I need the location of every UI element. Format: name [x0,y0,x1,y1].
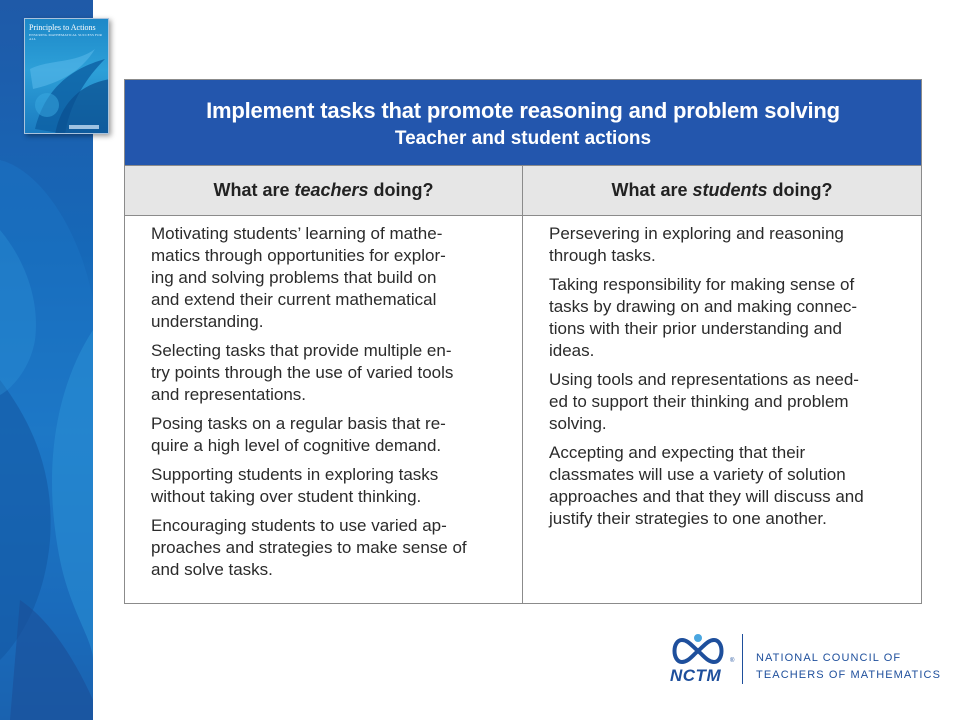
student-action-item: Accepting and expecting that their classmates will use a variety of solution approaches and that they will discuss and justify their strategies to one another. [549,443,864,528]
column-divider [522,165,523,603]
nctm-acronym: NCTM [670,666,722,685]
students-column-header [523,166,921,215]
table-header [125,80,921,165]
student-actions-column [549,216,899,530]
book-subtitle: ENSURING MATHEMATICAL SUCCESS FOR ALL [29,33,103,41]
teachers-header-suffix: doing? [368,180,434,200]
teachers-header-prefix: What are [213,180,295,200]
logo-divider [742,634,743,684]
actions-table [124,79,922,604]
teachers-column-header [125,166,522,215]
students-header-suffix: doing? [767,180,833,200]
nctm-logo [668,632,942,686]
teacher-actions-column [151,216,506,581]
table-subtitle: Teacher and student actions [394,128,652,149]
nctm-logo-icon [668,632,728,670]
student-action-item: Using tools and representations as need- ed to support their thinking and problem solving. [549,370,859,433]
logo-name-line-2: TEACHERS OF MATHEMATICS [756,669,942,681]
teacher-action-item: Selecting tasks that provide multiple en- try points through the use of varied tools and representations. [151,341,454,404]
book-title: Principles to Actions [29,23,96,32]
column-header-row [125,165,921,216]
student-action-item: Persevering in exploring and reasoning through tasks. [549,224,844,265]
book-cover-image [24,18,109,134]
student-action-item: Taking responsibility for making sense of tasks by drawing on and making connec- tions with their prior understanding and ideas. [549,275,858,360]
teacher-action-item: Posing tasks on a regular basis that re- quire a high level of cognitive demand. [151,414,446,455]
teacher-action-item: Motivating students’ learning of mathe- matics through opportunities for explor- ing and solving problems that build on and extend their current mathematical understanding. [151,224,446,331]
teacher-action-item: Encouraging students to use varied ap- proaches and strategies to make sense of and solve tasks. [151,516,467,579]
teacher-action-item: Supporting students in exploring tasks without taking over student thinking. [151,465,439,506]
teachers-header-emphasis: teachers [294,180,369,200]
students-header-emphasis: students [692,180,768,200]
students-header-prefix: What are [611,180,693,200]
logo-name-line-1: NATIONAL COUNCIL OF [756,652,902,664]
registered-mark: ® [730,658,735,664]
table-title: Implement tasks that promote reasoning and problem solving [206,98,840,123]
